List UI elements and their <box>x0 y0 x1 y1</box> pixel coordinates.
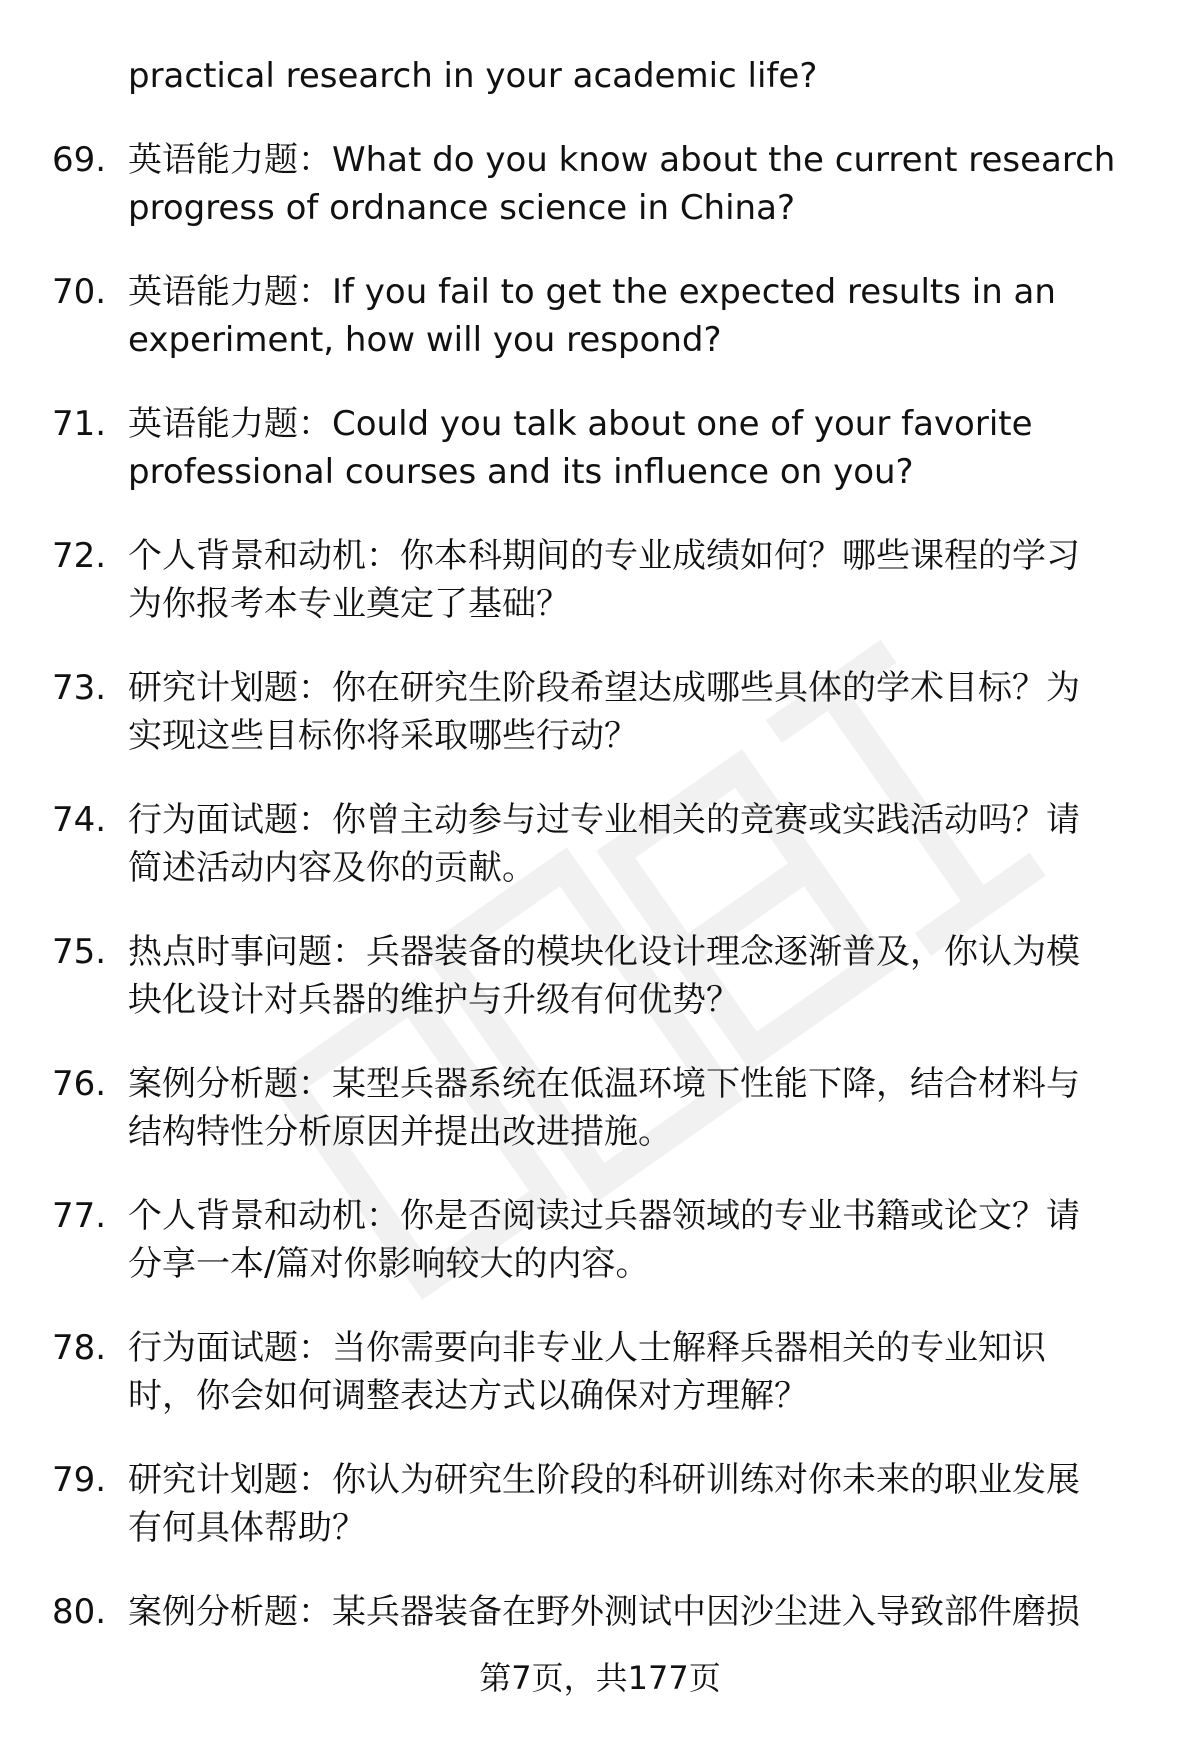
question-text-line: 个人背景和动机：你本科期间的专业成绩如何？哪些课程的学习 <box>128 536 1080 576</box>
question-item <box>0 1192 1200 1324</box>
question-item <box>0 1588 1200 1720</box>
question-item <box>0 532 1200 664</box>
question-text <box>128 400 1138 496</box>
question-text <box>128 928 1138 1024</box>
question-text <box>128 1324 1138 1420</box>
question-text-line: 块化设计对兵器的维护与升级有何优势？ <box>128 980 740 1020</box>
question-item <box>0 400 1200 532</box>
question-text-line: 案例分析题：某兵器装备在野外测试中因沙尘进入导致部件磨损 <box>128 1592 1080 1632</box>
question-number: 71. <box>52 404 107 444</box>
continuation-line: practical research in your academic life? <box>128 56 818 96</box>
question-number: 76. <box>52 1064 107 1104</box>
question-text-line: 研究计划题：你在研究生阶段希望达成哪些具体的学术目标？为 <box>128 668 1080 708</box>
question-item <box>0 796 1200 928</box>
question-text <box>128 1588 1138 1636</box>
question-text-line: 结构特性分析原因并提出改进措施。 <box>128 1112 672 1152</box>
question-text-line: 英语能力题：What do you know about the current research <box>128 140 1116 180</box>
question-text-line: 热点时事问题：兵器装备的模块化设计理念逐渐普及，你认为模 <box>128 932 1080 972</box>
question-text-line: 行为面试题：当你需要向非专业人士解释兵器相关的专业知识 <box>128 1328 1046 1368</box>
question-number: 77. <box>52 1196 107 1236</box>
question-text-line: 英语能力题：If you fail to get the expected results in an <box>128 272 1056 312</box>
question-number: 78. <box>52 1328 107 1368</box>
question-text-line: 为你报考本专业奠定了基础？ <box>128 584 570 624</box>
question-text <box>128 268 1138 364</box>
page-footer: 第7页，共177页 <box>479 1659 721 1697</box>
question-text-line: 研究计划题：你认为研究生阶段的科研训练对你未来的职业发展 <box>128 1460 1080 1500</box>
question-text-line: 案例分析题：某型兵器系统在低温环境下性能下降，结合材料与 <box>128 1064 1080 1104</box>
question-item <box>0 1324 1200 1456</box>
question-number: 70. <box>52 272 107 312</box>
question-item <box>0 1456 1200 1588</box>
question-text-line: 实现这些目标你将采取哪些行动？ <box>128 716 638 756</box>
question-number: 75. <box>52 932 107 972</box>
question-item <box>0 1060 1200 1192</box>
question-number: 72. <box>52 536 107 576</box>
question-number: 69. <box>52 140 107 180</box>
question-text <box>128 1060 1138 1156</box>
question-text <box>128 532 1138 628</box>
question-text-line: 有何具体帮助？ <box>128 1508 366 1548</box>
question-item <box>0 928 1200 1060</box>
question-item <box>0 664 1200 796</box>
question-item <box>0 136 1200 268</box>
question-text-line: experiment, how will you respond? <box>128 320 722 360</box>
question-text-line: 分享一本/篇对你影响较大的内容。 <box>128 1244 650 1284</box>
question-text <box>128 1192 1138 1288</box>
question-text <box>128 1456 1138 1552</box>
question-text-line: 时，你会如何调整表达方式以确保对方理解？ <box>128 1376 808 1416</box>
question-text-line: 英语能力题：Could you talk about one of your favorite <box>128 404 1033 444</box>
question-text-line: professional courses and its influence on you? <box>128 452 914 492</box>
question-text <box>128 796 1138 892</box>
question-number: 73. <box>52 668 107 708</box>
question-number: 79. <box>52 1460 107 1500</box>
question-text-line: progress of ordnance science in China? <box>128 188 795 228</box>
question-item <box>0 268 1200 400</box>
question-text-line: 行为面试题：你曾主动参与过专业相关的竞赛或实践活动吗？请 <box>128 800 1080 840</box>
question-text <box>128 664 1138 760</box>
question-number: 80. <box>52 1592 107 1632</box>
question-text <box>128 136 1138 232</box>
question-text-line: 简述活动内容及你的贡献。 <box>128 848 536 888</box>
question-number: 74. <box>52 800 107 840</box>
question-text-line: 个人背景和动机：你是否阅读过兵器领域的专业书籍或论文？请 <box>128 1196 1080 1236</box>
question-list <box>0 136 1200 1720</box>
